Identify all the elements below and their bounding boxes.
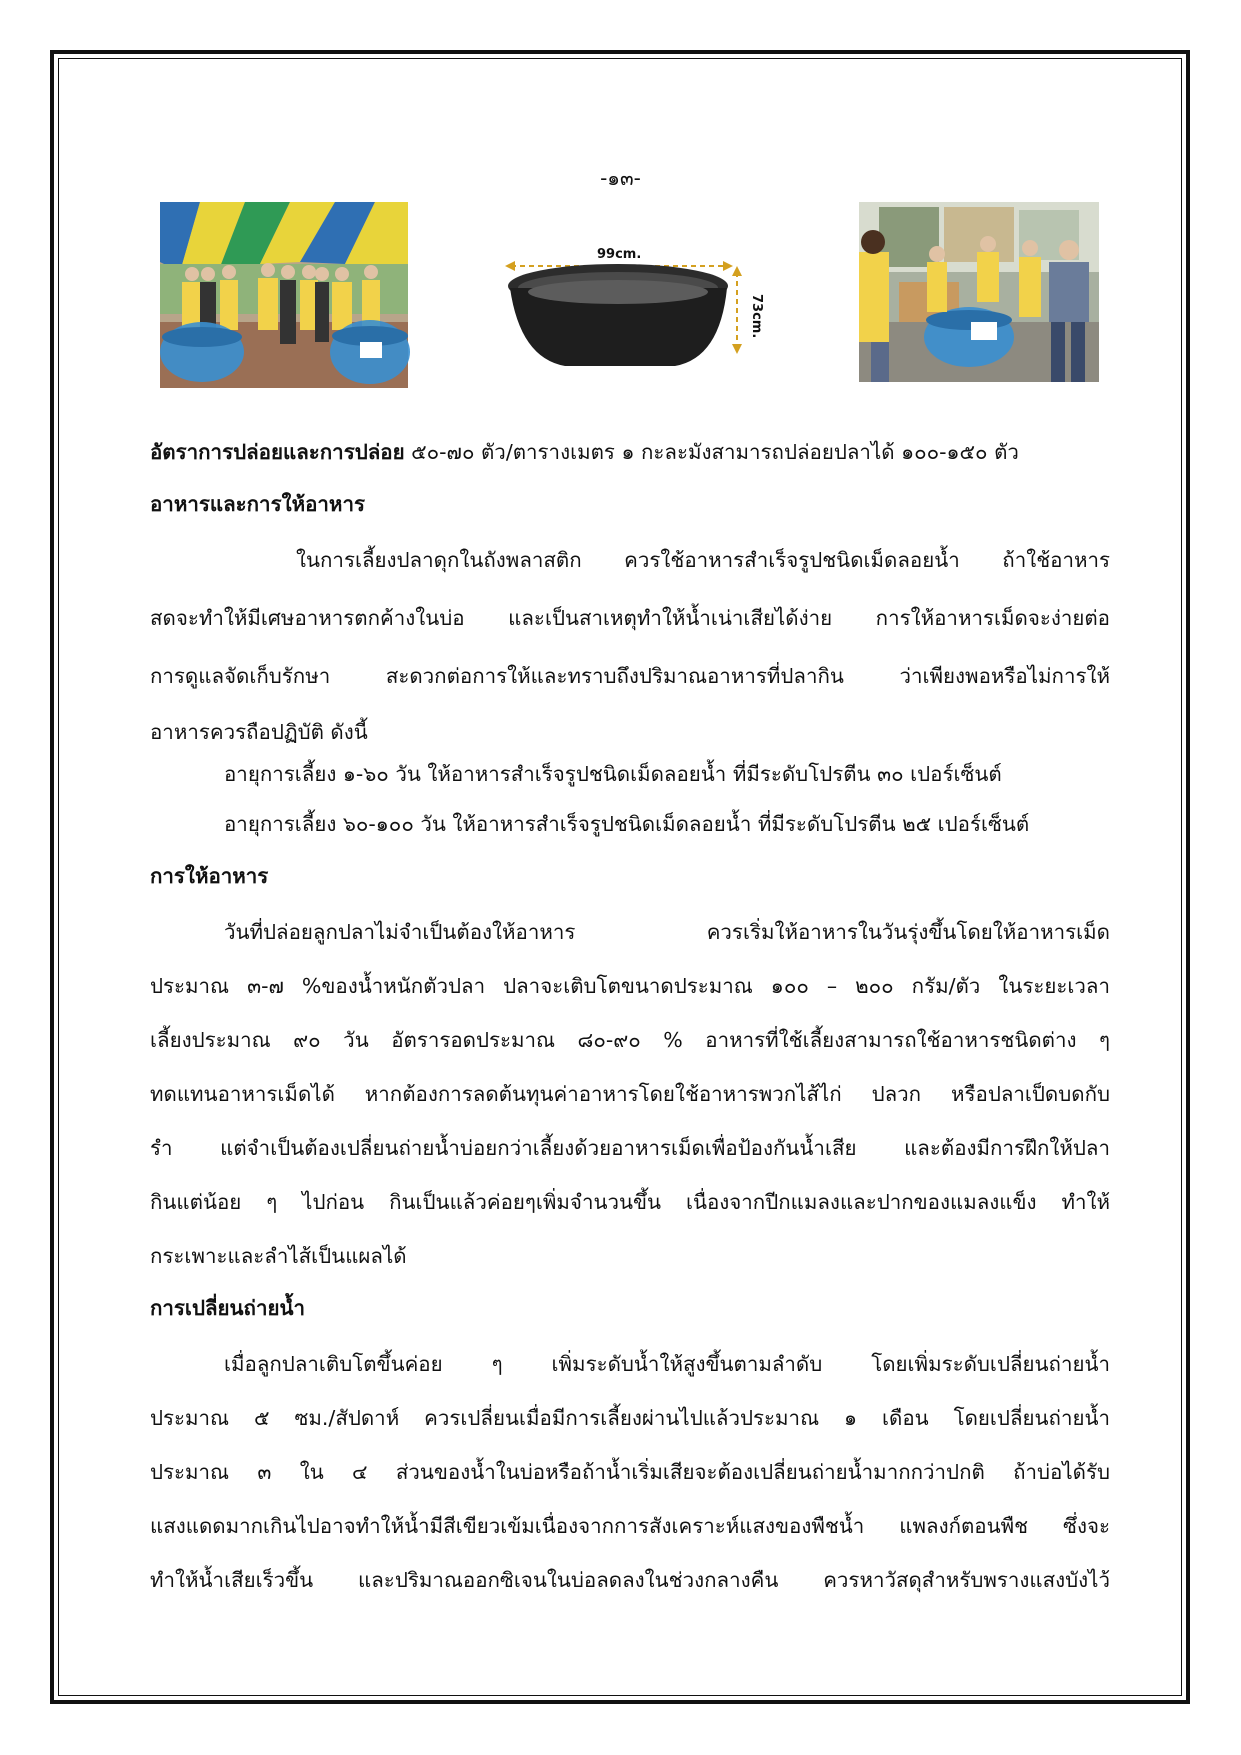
water-heading: การเปลี่ยนถ่ายน้ำ bbox=[150, 1296, 306, 1320]
feeding-paragraph-line: ทดแทนอาหารเม็ดได้ หากต้องการลดต้นทุนค่าอาหารโดยใช้อาหารพวกไส้ไก่ ปลวก หรือปลาเป็ดบดกับ bbox=[150, 1082, 1110, 1106]
feeding-paragraph-line: กินแต่น้อย ๆ ไปก่อน กินเป็นแล้วค่อยๆเพิ่มจำนวนขึ้น เนื่องจากปีกแมลงและปากของแมลงแข็ง ทำให้ bbox=[150, 1190, 1110, 1214]
water-paragraph-line: เมื่อลูกปลาเติบโตขึ้นค่อย ๆ เพิ่มระดับน้ำให้สูงขึ้นตามลำดับ โดยเพิ่มระดับเปลี่ยนถ่ายน้ำ bbox=[224, 1352, 1110, 1376]
release-rate-text: ๕๐-๗๐ ตัว/ตารางเมตร ๑ กะละมังสามารถปล่อยปลาได้ ๑๐๐-๑๕๐ ตัว bbox=[404, 440, 1019, 464]
food-paragraph-line: สดจะทำให้มีเศษอาหารตกค้างในบ่อ และเป็นสาเหตุทำให้น้ำเน่าเสียได้ง่าย การให้อาหารเม็ดจะง่ายต่อ bbox=[150, 606, 1110, 630]
exhibition-photo bbox=[859, 202, 1099, 382]
feeding-heading: การให้อาหาร bbox=[150, 864, 269, 888]
release-rate-heading: อัตราการปล่อยและการปล่อย bbox=[150, 440, 405, 464]
food-paragraph-line: อาหารควรถือปฏิบัติ ดังนี้ bbox=[150, 720, 368, 744]
food-heading: อาหารและการให้อาหาร bbox=[150, 492, 365, 516]
food-paragraph-line: การดูแลจัดเก็บรักษา สะดวกต่อการให้และทราบถึงปริมาณอาหารที่ปลากิน ว่าเพียงพอหรือไม่การให้ bbox=[150, 664, 1110, 688]
age-line: อายุการเลี้ยง ๖๐-๑๐๐ วัน ให้อาหารสำเร็จรูปชนิดเม็ดลอยน้ำ ที่มีระดับโปรตีน ๒๕ เปอร์เซ็นต์ bbox=[224, 812, 1030, 836]
age-line: อายุการเลี้ยง ๑-๖๐ วัน ให้อาหารสำเร็จรูปชนิดเม็ดลอยน้ำ ที่มีระดับโปรตีน ๓๐ เปอร์เซ็นต์ bbox=[224, 762, 1002, 786]
release-rate-line bbox=[150, 436, 1019, 469]
tub-width-label: 99cm. bbox=[597, 247, 642, 262]
feeding-paragraph-line: วันที่ปล่อยลูกปลาไม่จำเป็นต้องให้อาหาร ควรเริ่มให้อาหารในวันรุ่งขึ้นโดยให้อาหารเม็ด bbox=[224, 920, 1110, 944]
feeding-paragraph-line: ประมาณ ๓-๗ %ของน้ำหนักตัวปลา ปลาจะเติบโตขนาดประมาณ ๑๐๐ – ๒๐๐ กรัม/ตัว ในระยะเวลา bbox=[150, 974, 1110, 998]
group-photo bbox=[160, 202, 408, 388]
water-paragraph-line: ทำให้น้ำเสียเร็วขึ้น และปริมาณออกซิเจนในบ่อลดลงในช่วงกลางคืน ควรหาวัสดุสำหรับพรางแสงบังไว้ bbox=[150, 1568, 1110, 1592]
tub-height-label: 73cm. bbox=[749, 294, 764, 339]
feeding-paragraph-line: เลี้ยงประมาณ ๙๐ วัน อัตรารอดประมาณ ๘๐-๙๐ % อาหารที่ใช้เลี้ยงสามารถใช้อาหารชนิดต่าง ๆ bbox=[150, 1028, 1110, 1052]
water-paragraph-line: ประมาณ ๓ ใน ๔ ส่วนของน้ำในบ่อหรือถ้าน้ำเริ่มเสียจะต้องเปลี่ยนถ่ายน้ำมากกว่าปกติ ถ้าบ่อได้รับ bbox=[150, 1460, 1110, 1484]
water-paragraph-line: ประมาณ ๕ ซม./สัปดาห์ ควรเปลี่ยนเมื่อมีการเลี้ยงผ่านไปแล้วประมาณ ๑ เดือน โดยเปลี่ยนถ่ายน้ำ bbox=[150, 1406, 1110, 1430]
page-number: -๑๓- bbox=[600, 166, 641, 190]
plastic-tub bbox=[505, 238, 764, 388]
water-paragraph-line: แสงแดดมากเกินไปอาจทำให้น้ำมีสีเขียวเข้มเนื่องจากการสังเคราะห์แสงของพืชน้ำ แพลงก์ตอนพืช ซึ่งจะ bbox=[150, 1514, 1110, 1538]
food-paragraph-line: ในการเลี้ยงปลาดุกในถังพลาสติก ควรใช้อาหารสำเร็จรูปชนิดเม็ดลอยน้ำ ถ้าใช้อาหาร bbox=[296, 548, 1110, 572]
feeding-paragraph-line: รำ แต่จำเป็นต้องเปลี่ยนถ่ายน้ำบ่อยกว่าเลี้ยงด้วยอาหารเม็ดเพื่อป้องกันน้ำเสีย และต้องมีการฝึกให้ปลา bbox=[150, 1136, 1110, 1160]
feeding-paragraph-line: กระเพาะและลำไส้เป็นแผลได้ bbox=[150, 1244, 407, 1268]
